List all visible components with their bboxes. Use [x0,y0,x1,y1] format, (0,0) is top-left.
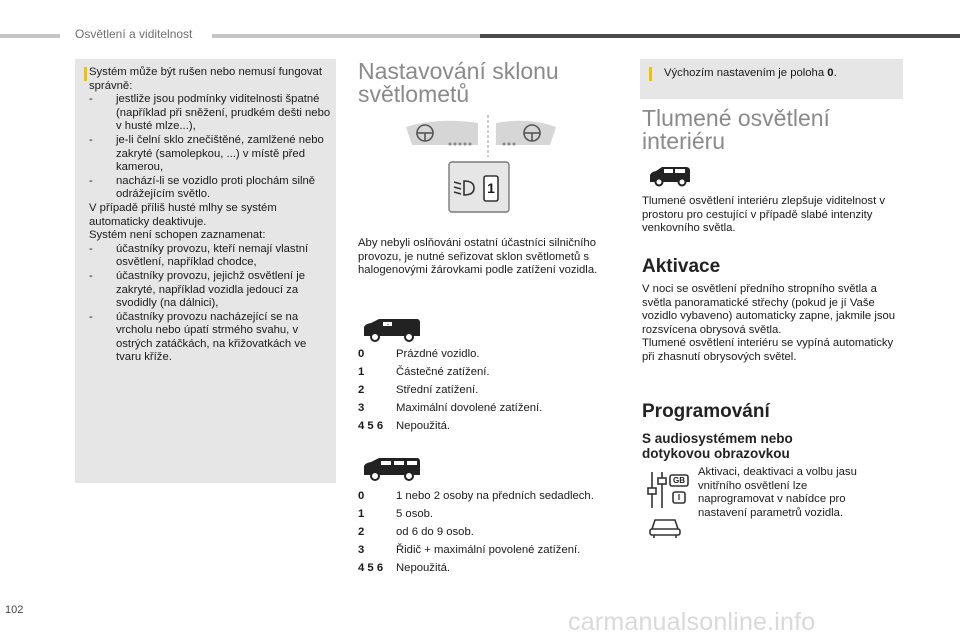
dashboard-illustration [400,113,560,215]
list-dash: - [89,242,93,255]
table-row: 3 Maximální dovolené zatížení. [358,402,543,414]
default-note-value: 0 [827,67,834,79]
header-rule-mid [212,34,480,38]
activation-heading: Aktivace [642,256,721,277]
header-rule-left [0,34,60,38]
van-load-legend [358,348,542,438]
list-item: - účastníky provozu, jejichž osvětlení je zakryté, například vozidla jedoucí za svodidly (na dálnici), [89,269,306,310]
audio-settings-text: Aktivaci, deaktivaci a volbu jasu vnitřního osvětlení lze naprogramovat v nabídce pro nastavení parametrů vozidla. [698,466,857,519]
list-item: - účastníky provozu, kteří nemají vlastní osvětlení, například chodce, [89,242,309,269]
passenger-load-legend [358,490,594,580]
list-item: - nachází-li se vozidlo proti plochám silně odrážejícím světlo. [89,174,316,201]
table-row: 2 od 6 do 9 osob. [358,526,474,538]
default-position-note: Výchozím nastavením je poloha 0. [640,59,903,99]
table-row: 3 Řidič + maximální povolené zatížení. [358,544,581,556]
header-rule-dark [480,34,960,38]
headlamp-intro-text: Aby nebyli oslňováni ostatní účastníci silničního provozu, je nutné seřizovat sklon světlometů s halogenovými žárovkami podle zatížení vozidla. [358,237,598,277]
table-row: 4 5 6 Nepoužitá. [358,562,451,574]
list-dash: - [89,93,93,106]
list-item: - jestliže jsou podmínky viditelnosti špatné (například při sněžení, prudkém dešti nebo v husté mlze...), [89,93,331,133]
undetected-list [89,243,332,365]
list-dash: - [89,310,93,323]
programming-heading: Programování [642,401,770,422]
headlamp-adjust-title: Nastavování sklonu světlometů [358,58,559,107]
dial-value: 1 [487,180,495,196]
page-number: 102 [5,604,24,616]
note-intro: Systém může být rušen nebo nemusí fungovat správně: [89,66,322,92]
car-front-icon [648,516,682,538]
interior-light-title: Tlumené osvětlení interiéru [642,105,830,154]
van-illustration [361,317,423,343]
language-i-label: I [677,493,681,502]
audio-subheading: S audiosystémem nebo dotykovou obrazovkou [642,431,793,461]
conditions-list [89,93,332,202]
list-dash: - [89,174,93,187]
table-row: 0 Prázdné vozidlo. [358,348,480,360]
table-row: 4 5 6 Nepoužitá. [358,420,451,432]
table-row: 0 1 nebo 2 osoby na předních sedadlech. [358,490,594,502]
table-row: 1 Částečné zatížení. [358,366,490,378]
left-note-box [75,59,336,483]
left-note-content [89,66,332,365]
table-row: 2 Střední zatížení. [358,384,479,396]
cannot-detect-text: Systém není schopen zaznamenat: [89,229,266,242]
list-item: - je-li čelní sklo znečištěné, zamlžené nebo zakryté (samolepkou, ...) v místě před kamerou, [89,133,324,174]
car-side-icon [648,164,692,188]
list-dash: - [89,269,93,282]
watermark-text: carmanualsonline.info [568,608,816,636]
note-bar [84,67,87,81]
people-carrier-illustration [361,456,423,482]
default-note-text: Výchozím nastavením je poloha [664,67,828,79]
control-panel [449,162,509,212]
section-title: Osvětlení a viditelnost [75,27,193,41]
list-dash: - [89,133,93,146]
fog-text: V případě příliš husté mlhy se systém automaticky deaktivuje. [89,201,277,228]
note-bar [649,67,652,81]
interior-light-intro: Tlumené osvětlení interiéru zlepšuje viditelnost v prostoru pro cestující v případě slabé intenzity venkovního světla. [642,195,886,235]
list-item: - účastníky provozu nacházející se na vrcholu nebo úpatí strmého svahu, v ostrých zatáčkách, na křižovatkách ve tvaru kříže. [89,310,307,364]
language-gb-label: GB [673,476,685,485]
activation-text: V noci se osvětlení předního stropního světla a světla panoramatické střechy (pokud je jí Vaše vozidlo vybaveno) automaticky zapne, jakmile jsou rozsvícena obrysová světla. Tlumené osvětlení interiéru se vypíná automaticky při zhasnutí obrysových světel. [642,283,896,363]
table-row: 1 5 osob. [358,508,434,520]
seat-icon: ⑂ [386,322,390,327]
